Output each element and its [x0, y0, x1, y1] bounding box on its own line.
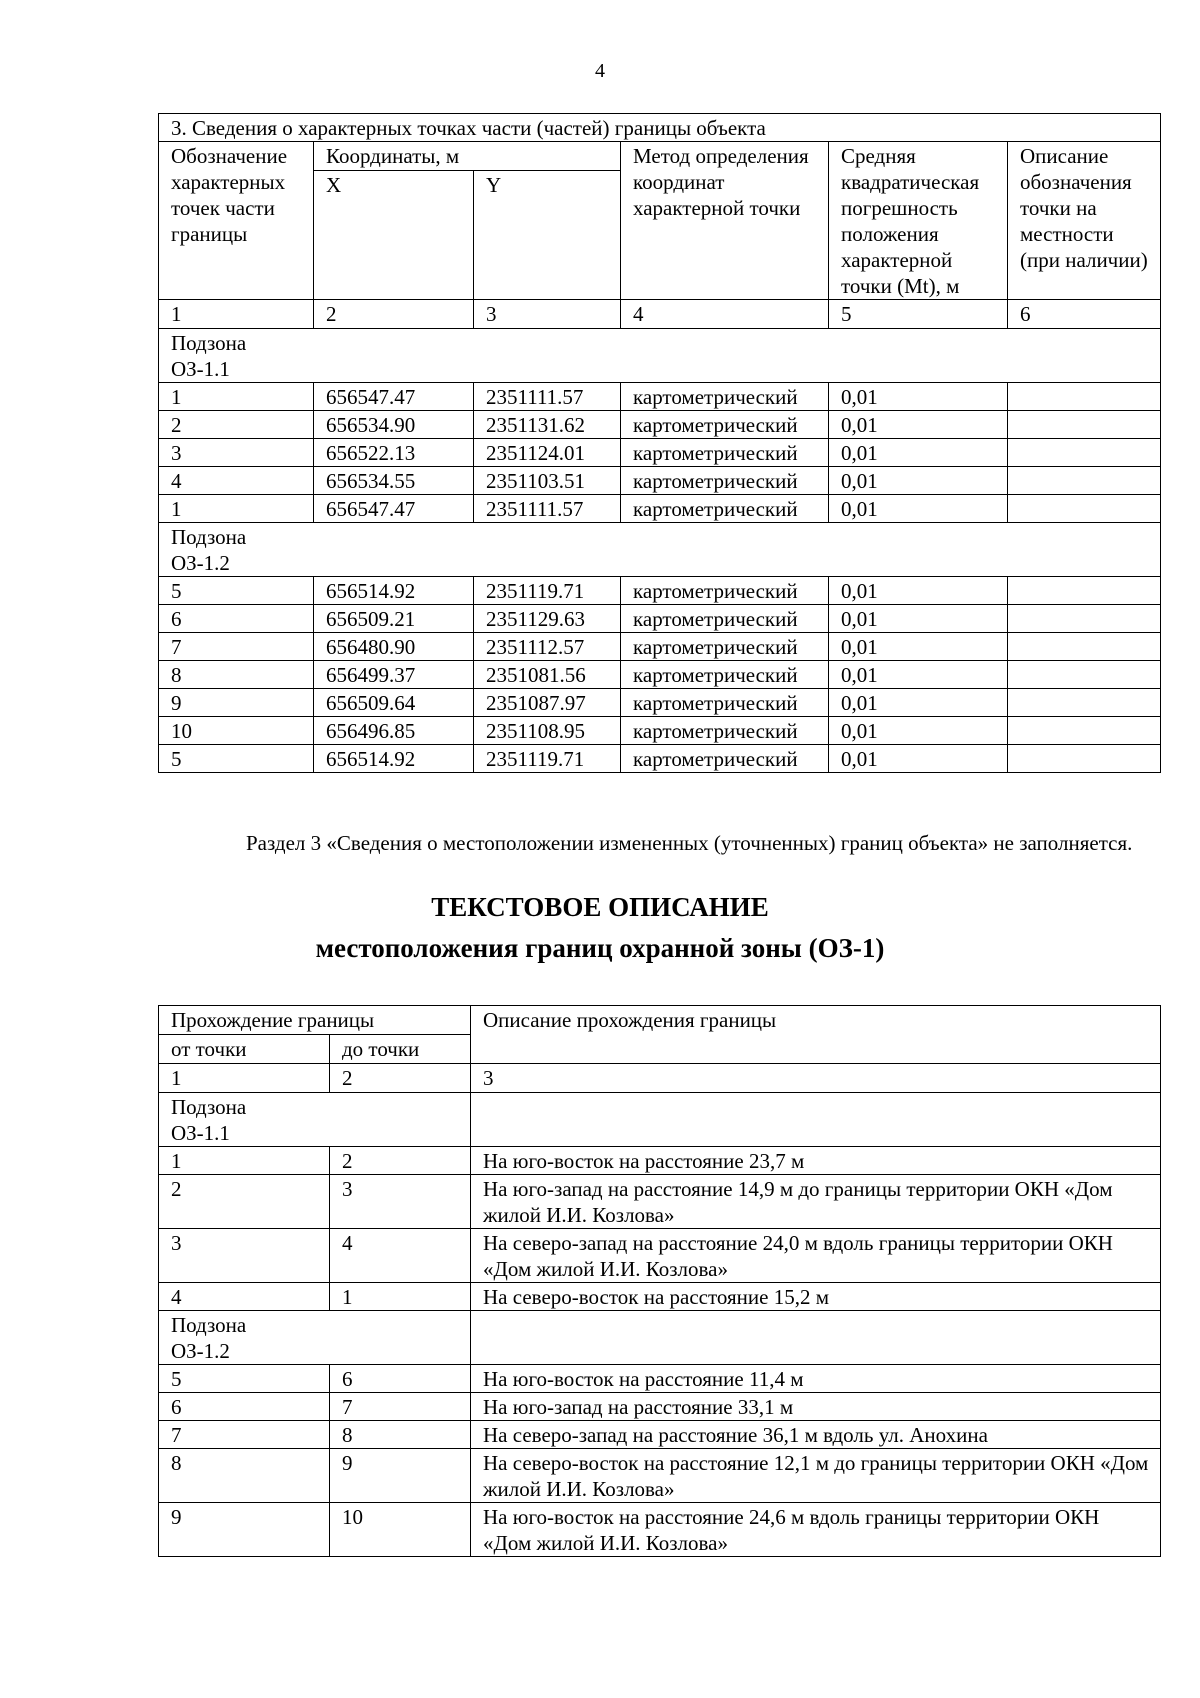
- column-number: 1: [159, 1064, 330, 1093]
- subzone-title: [159, 1093, 471, 1147]
- subzone-row: [159, 1093, 1161, 1147]
- error-cell: 0,01: [829, 577, 1008, 605]
- page-number: 4: [595, 60, 605, 82]
- table-row: [159, 1229, 1161, 1283]
- point-number-cell: 4: [159, 467, 314, 495]
- passage-description-cell: На юго-восток на расстояние 23,7 м: [471, 1147, 1161, 1175]
- table-row: [159, 1175, 1161, 1229]
- characteristic-points-table: [158, 113, 1161, 773]
- error-cell: 0,01: [829, 661, 1008, 689]
- from-point-cell: 6: [159, 1393, 330, 1421]
- error-cell: 0,01: [829, 745, 1008, 773]
- y-coordinate-cell: 2351131.62: [474, 411, 621, 439]
- column-numbers-row: [159, 300, 1161, 329]
- x-coordinate-cell: 656522.13: [314, 439, 474, 467]
- header-description: Описание обозначения точки на местности (при наличии): [1008, 142, 1161, 300]
- error-cell: 0,01: [829, 689, 1008, 717]
- table-row: [159, 633, 1161, 661]
- subzone-title-text: Подзона ОЗ-1.2: [171, 525, 247, 575]
- method-cell: картометрический: [621, 577, 829, 605]
- point-number-cell: 8: [159, 661, 314, 689]
- point-description-cell: [1008, 439, 1161, 467]
- point-number-cell: 1: [159, 495, 314, 523]
- x-coordinate-cell: 656499.37: [314, 661, 474, 689]
- y-coordinate-cell: 2351111.57: [474, 495, 621, 523]
- table-row: [159, 605, 1161, 633]
- table-row: [159, 383, 1161, 411]
- table-row: [159, 1365, 1161, 1393]
- table-row: [159, 439, 1161, 467]
- point-number-cell: 10: [159, 717, 314, 745]
- to-point-cell: 3: [330, 1175, 471, 1229]
- section-note: Раздел 3 «Сведения о местоположении измененных (уточненных) границ объекта» не заполняется.: [246, 831, 1133, 855]
- point-description-cell: [1008, 633, 1161, 661]
- point-description-cell: [1008, 745, 1161, 773]
- point-description-cell: [1008, 605, 1161, 633]
- table-row: [159, 689, 1161, 717]
- x-coordinate-cell: 656514.92: [314, 577, 474, 605]
- point-description-cell: [1008, 577, 1161, 605]
- error-cell: 0,01: [829, 383, 1008, 411]
- point-number-cell: 6: [159, 605, 314, 633]
- passage-description-cell: На юго-запад на расстояние 33,1 м: [471, 1393, 1161, 1421]
- header-y: Y: [474, 170, 621, 299]
- passage-description-cell: На юго-восток на расстояние 24,6 м вдоль границы территории ОКН «Дом жилой И.И. Козлова»: [471, 1503, 1161, 1557]
- method-cell: картометрический: [621, 633, 829, 661]
- from-point-cell: 9: [159, 1503, 330, 1557]
- point-description-cell: [1008, 689, 1161, 717]
- column-number: 2: [314, 300, 474, 329]
- from-point-cell: 7: [159, 1421, 330, 1449]
- x-coordinate-cell: 656534.55: [314, 467, 474, 495]
- from-point-cell: 8: [159, 1449, 330, 1503]
- from-point-cell: 4: [159, 1283, 330, 1311]
- point-description-cell: [1008, 467, 1161, 495]
- error-cell: 0,01: [829, 411, 1008, 439]
- header-x: X: [314, 170, 474, 299]
- passage-description-cell: На северо-восток на расстояние 15,2 м: [471, 1283, 1161, 1311]
- column-number: 4: [621, 300, 829, 329]
- header-passage: Прохождение границы: [159, 1006, 471, 1035]
- method-cell: картометрический: [621, 439, 829, 467]
- table-caption: 3. Сведения о характерных точках части (частей) границы объекта: [159, 114, 1161, 142]
- table-row: [159, 495, 1161, 523]
- to-point-cell: 6: [330, 1365, 471, 1393]
- x-coordinate-cell: 656496.85: [314, 717, 474, 745]
- error-cell: 0,01: [829, 717, 1008, 745]
- y-coordinate-cell: 2351108.95: [474, 717, 621, 745]
- error-cell: 0,01: [829, 467, 1008, 495]
- document-subheading: местоположения границ охранной зоны (ОЗ-1): [315, 933, 885, 963]
- to-point-cell: 2: [330, 1147, 471, 1175]
- subzone-title-text: Подзона ОЗ-1.2: [171, 1313, 247, 1363]
- to-point-cell: 10: [330, 1503, 471, 1557]
- point-description-cell: [1008, 383, 1161, 411]
- error-cell: 0,01: [829, 633, 1008, 661]
- table-row: [159, 467, 1161, 495]
- to-point-cell: 9: [330, 1449, 471, 1503]
- to-point-cell: 1: [330, 1283, 471, 1311]
- y-coordinate-cell: 2351103.51: [474, 467, 621, 495]
- subzone-empty-cell: [471, 1093, 1161, 1147]
- header-from-point: от точки: [159, 1035, 330, 1064]
- column-number: 6: [1008, 300, 1161, 329]
- method-cell: картометрический: [621, 495, 829, 523]
- header-designation: Обозначение характерных точек части границы: [159, 142, 314, 300]
- column-number: 1: [159, 300, 314, 329]
- point-number-cell: 9: [159, 689, 314, 717]
- error-cell: 0,01: [829, 495, 1008, 523]
- from-point-cell: 3: [159, 1229, 330, 1283]
- passage-description-cell: На северо-запад на расстояние 36,1 м вдоль ул. Анохина: [471, 1421, 1161, 1449]
- y-coordinate-cell: 2351124.01: [474, 439, 621, 467]
- header-passage-description: Описание прохождения границы: [471, 1006, 1161, 1064]
- y-coordinate-cell: 2351119.71: [474, 745, 621, 773]
- from-point-cell: 1: [159, 1147, 330, 1175]
- method-cell: картометрический: [621, 605, 829, 633]
- header-to-point: до точки: [330, 1035, 471, 1064]
- method-cell: картометрический: [621, 411, 829, 439]
- x-coordinate-cell: 656509.21: [314, 605, 474, 633]
- point-number-cell: 2: [159, 411, 314, 439]
- x-coordinate-cell: 656514.92: [314, 745, 474, 773]
- point-description-cell: [1008, 661, 1161, 689]
- to-point-cell: 8: [330, 1421, 471, 1449]
- method-cell: картометрический: [621, 745, 829, 773]
- table-row: [159, 577, 1161, 605]
- subzone-title: [159, 329, 1161, 383]
- document-heading: ТЕКСТОВОЕ ОПИСАНИЕ: [431, 892, 769, 922]
- subzone-title-text: Подзона ОЗ-1.1: [171, 1095, 247, 1145]
- table-row: [159, 745, 1161, 773]
- y-coordinate-cell: 2351119.71: [474, 577, 621, 605]
- table-row: [159, 1283, 1161, 1311]
- column-number: 5: [829, 300, 1008, 329]
- table-row: [159, 411, 1161, 439]
- table-row: [159, 661, 1161, 689]
- x-coordinate-cell: 656547.47: [314, 495, 474, 523]
- subzone-row: [159, 329, 1161, 383]
- passage-description-cell: На юго-запад на расстояние 14,9 м до границы территории ОКН «Дом жилой И.И. Козлова»: [471, 1175, 1161, 1229]
- error-cell: 0,01: [829, 605, 1008, 633]
- y-coordinate-cell: 2351111.57: [474, 383, 621, 411]
- table-row: [159, 1421, 1161, 1449]
- to-point-cell: 7: [330, 1393, 471, 1421]
- passage-description-cell: На северо-восток на расстояние 12,1 м до границы территории ОКН «Дом жилой И.И. Козлова»: [471, 1449, 1161, 1503]
- point-number-cell: 5: [159, 745, 314, 773]
- method-cell: картометрический: [621, 661, 829, 689]
- column-numbers-row: [159, 1064, 1161, 1093]
- method-cell: картометрический: [621, 689, 829, 717]
- point-number-cell: 3: [159, 439, 314, 467]
- x-coordinate-cell: 656480.90: [314, 633, 474, 661]
- from-point-cell: 5: [159, 1365, 330, 1393]
- y-coordinate-cell: 2351129.63: [474, 605, 621, 633]
- table-row: [159, 717, 1161, 745]
- y-coordinate-cell: 2351087.97: [474, 689, 621, 717]
- table-row: [159, 1147, 1161, 1175]
- to-point-cell: 4: [330, 1229, 471, 1283]
- subzone-title-text: Подзона ОЗ-1.1: [171, 331, 247, 381]
- subzone-empty-cell: [471, 1311, 1161, 1365]
- subzone-title: [159, 523, 1161, 577]
- column-number: 3: [474, 300, 621, 329]
- boundary-description-table: [158, 1005, 1161, 1557]
- point-description-cell: [1008, 411, 1161, 439]
- table-row: [159, 1393, 1161, 1421]
- subzone-row: [159, 523, 1161, 577]
- header-coordinates: Координаты, м: [314, 142, 621, 171]
- table-row: [159, 1503, 1161, 1557]
- column-number: 2: [330, 1064, 471, 1093]
- passage-description-cell: На юго-восток на расстояние 11,4 м: [471, 1365, 1161, 1393]
- x-coordinate-cell: 656547.47: [314, 383, 474, 411]
- from-point-cell: 2: [159, 1175, 330, 1229]
- header-error: Средняя квадратическая погрешность положения характерной точки (Mt), м: [829, 142, 1008, 300]
- error-cell: 0,01: [829, 439, 1008, 467]
- column-number: 3: [471, 1064, 1161, 1093]
- subzone-title: [159, 1311, 471, 1365]
- y-coordinate-cell: 2351081.56: [474, 661, 621, 689]
- point-number-cell: 1: [159, 383, 314, 411]
- passage-description-cell: На северо-запад на расстояние 24,0 м вдоль границы территории ОКН «Дом жилой И.И. Козлова»: [471, 1229, 1161, 1283]
- point-description-cell: [1008, 495, 1161, 523]
- header-method: Метод определения координат характерной точки: [621, 142, 829, 300]
- x-coordinate-cell: 656534.90: [314, 411, 474, 439]
- subzone-row: [159, 1311, 1161, 1365]
- table-row: [159, 1449, 1161, 1503]
- method-cell: картометрический: [621, 467, 829, 495]
- method-cell: картометрический: [621, 717, 829, 745]
- point-description-cell: [1008, 717, 1161, 745]
- point-number-cell: 5: [159, 577, 314, 605]
- x-coordinate-cell: 656509.64: [314, 689, 474, 717]
- method-cell: картометрический: [621, 383, 829, 411]
- y-coordinate-cell: 2351112.57: [474, 633, 621, 661]
- point-number-cell: 7: [159, 633, 314, 661]
